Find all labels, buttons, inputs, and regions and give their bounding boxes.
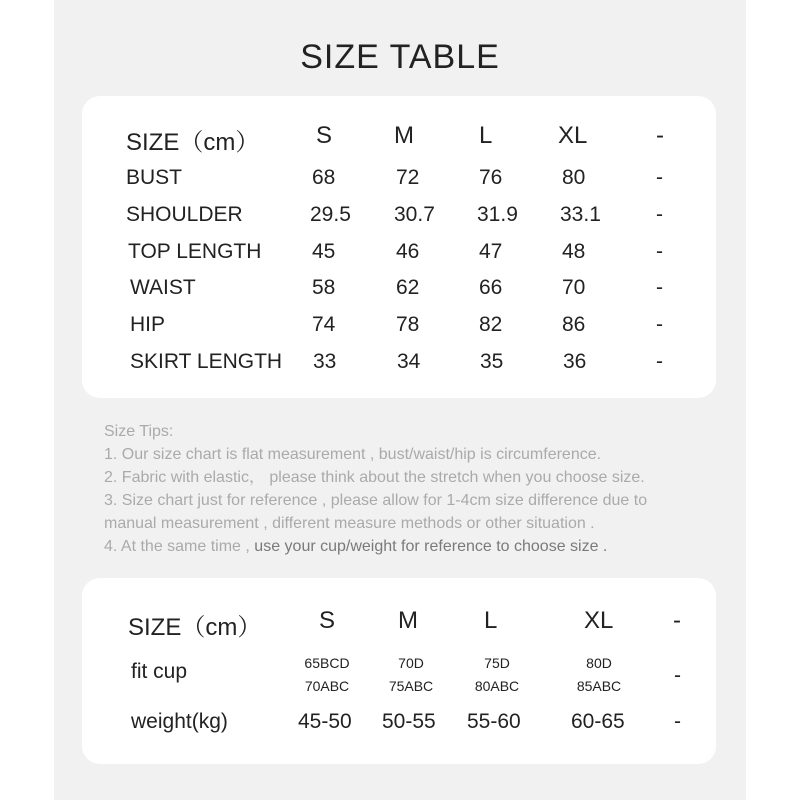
table-row-label: WAIST [130,276,196,299]
table-cell: 47 [479,240,503,263]
table-row-label: BUST [126,166,183,189]
table-row-label: HIP [130,313,166,336]
table-cell: 33 [313,350,337,373]
table-cell [568,652,630,698]
table-cell: 33.1 [560,203,601,226]
tip-line: 3. Size chart just for reference , please allow for 1-4cm size difference due to [104,492,648,509]
table-cell: 78 [396,313,420,336]
table-cell: - [656,276,663,299]
table-header-xl: XL [558,122,588,149]
table-cell: 50-55 [382,710,436,733]
table-cell: 30.7 [394,203,435,226]
table-cell: - [656,240,663,263]
table-cell: 62 [396,276,420,299]
table-cell: 46 [396,240,420,263]
table-cell [380,652,442,698]
table-cell: 45 [312,240,336,263]
table-cell: 48 [562,240,586,263]
table-cell: - [656,166,663,189]
table-cell: 66 [479,276,503,299]
tip-line: manual measurement , different measure methods or other situation . [104,515,595,532]
table-cell: 60-65 [571,710,625,733]
table-cell: - [656,203,663,226]
table-cell: 45-50 [298,710,352,733]
table-cell: 72 [396,166,420,189]
cup-value: 65BCD [304,655,350,671]
table-row-label: SHOULDER [126,203,243,226]
table-cell [466,652,528,698]
cup-value: 70D [398,655,424,671]
cup-value: 75ABC [388,678,434,694]
table-cell: - [674,664,681,687]
table-cell: 36 [563,350,587,373]
page-title: SIZE TABLE [300,38,500,76]
cup-value: 85ABC [576,678,622,694]
tips-heading: Size Tips: [104,423,174,440]
cup-value: 80ABC [474,678,520,694]
tip-emphasis: use your cup/weight for reference to choose size . [254,538,608,555]
table-header-extra: - [656,122,664,149]
table-row-label: weight(kg) [131,710,228,733]
table-cell: 55-60 [467,710,521,733]
table-cell: 58 [312,276,336,299]
tip-line [104,535,724,558]
table-header-m: M [394,122,414,149]
table-header-s: S [316,122,333,149]
table-cell: 86 [562,313,586,336]
table-cell: - [674,710,681,733]
table-header-l: L [484,607,498,634]
table-header-size: SIZE（cm） [126,129,260,156]
size-tips [104,420,724,558]
table-header-s: S [319,607,336,634]
table-cell: - [656,313,663,336]
table-cell: - [656,350,663,373]
table-cell: 29.5 [310,203,351,226]
table-header-extra: - [673,607,681,634]
table-cell: 35 [480,350,504,373]
table-cell: 34 [397,350,421,373]
table-cell: 74 [312,313,336,336]
table-cell [296,652,358,698]
table-cell: 31.9 [477,203,518,226]
cup-value: 70ABC [304,678,350,694]
tip-line: 1. Our size chart is flat measurement , bust/waist/hip is circumference. [104,446,602,463]
table-cell: 76 [479,166,503,189]
table-header-l: L [479,122,493,149]
table-header-m: M [398,607,418,634]
table-row-label: SKIRT LENGTH [130,350,283,373]
table-header-xl: XL [584,607,614,634]
table-row-label: TOP LENGTH [128,240,262,263]
table-cell: 82 [479,313,503,336]
cup-value: 75D [484,655,510,671]
table-row-label: fit cup [131,660,188,683]
tip-text: 4. At the same time , [104,538,250,555]
cup-value: 80D [586,655,612,671]
tip-line: 2. Fabric with elastic， please think about the stretch when you choose size. [104,469,645,486]
table-header-size: SIZE（cm） [128,614,262,641]
table-cell: 70 [562,276,586,299]
table-cell: 80 [562,166,586,189]
table-cell: 68 [312,166,336,189]
